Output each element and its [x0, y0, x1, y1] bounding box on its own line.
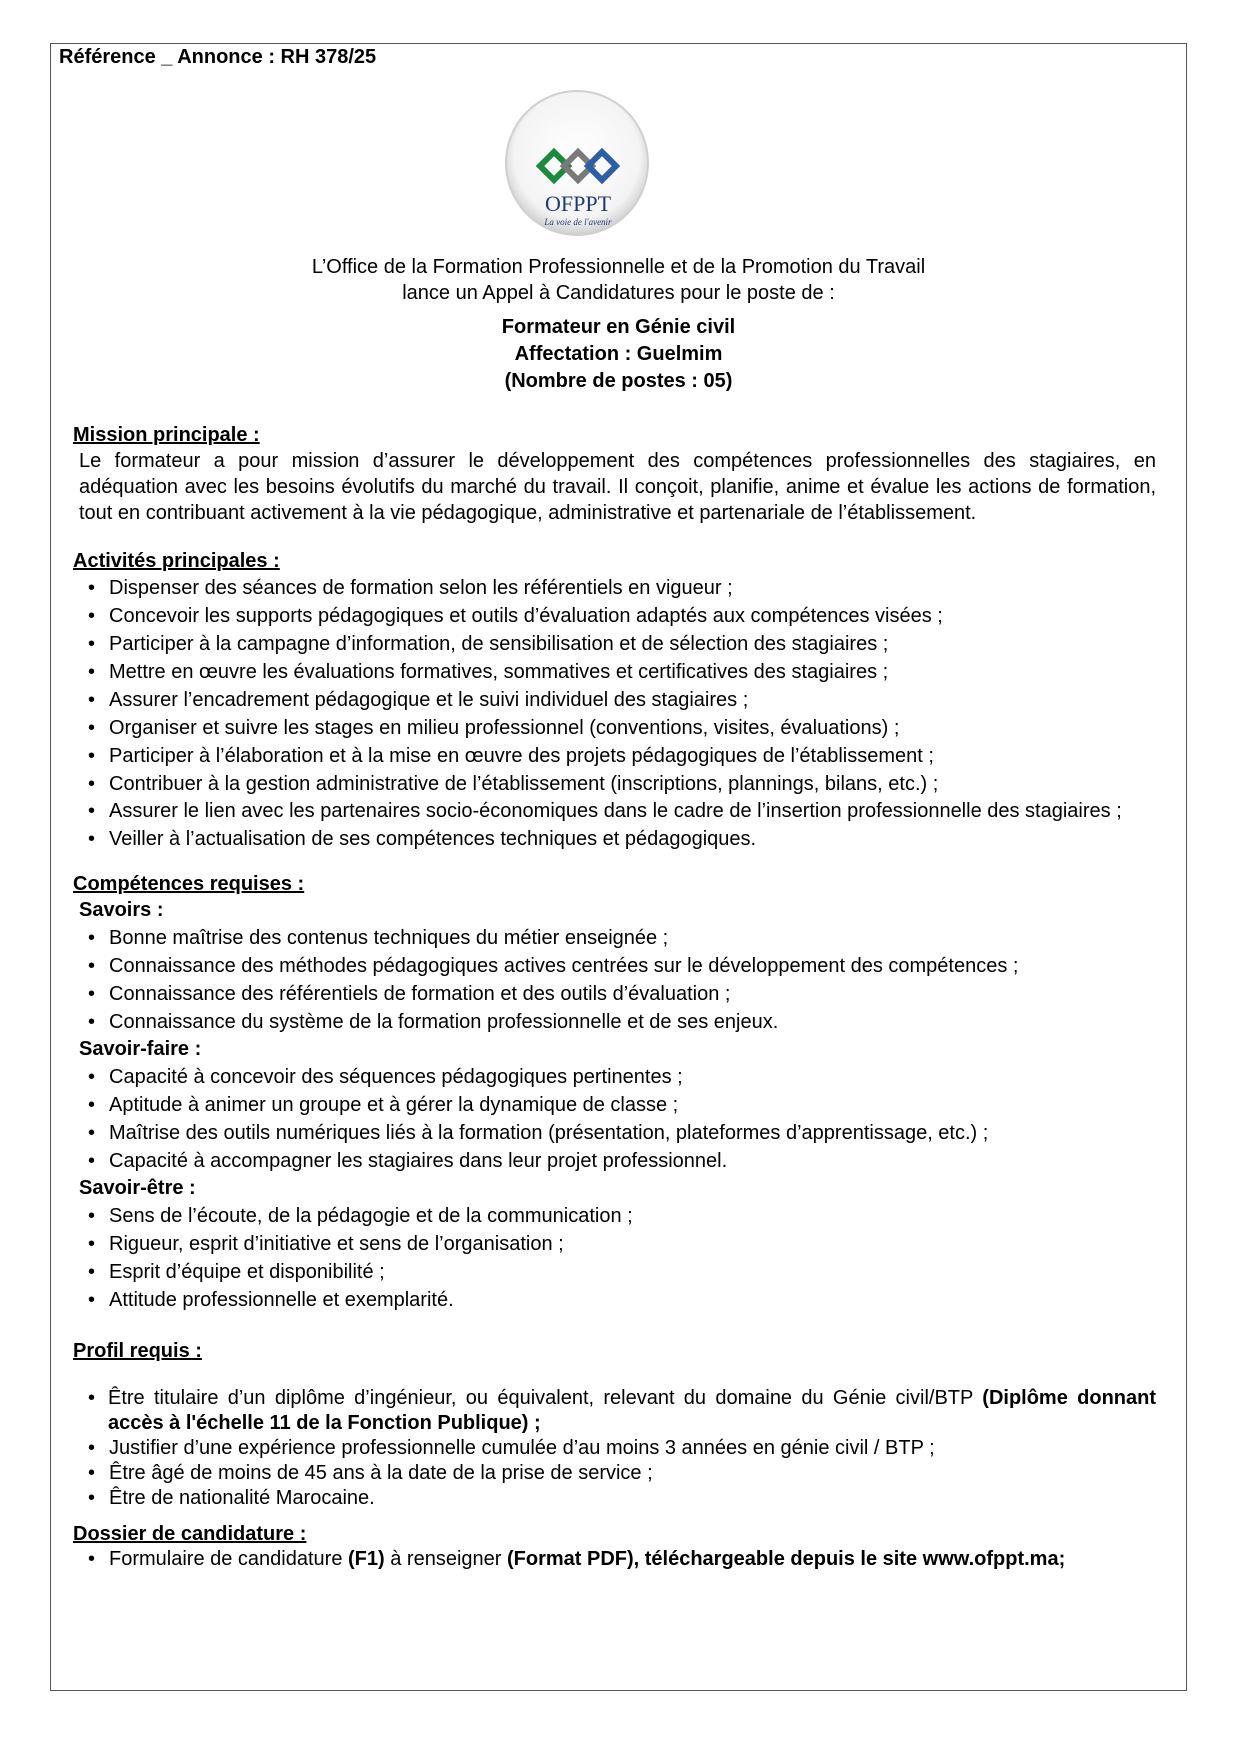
profil-item-1-bold: (Diplôme donnant accès à l'échelle 11 de la Fonction Publique) ; [108, 1387, 1156, 1434]
announcement-frame [50, 43, 1187, 1691]
savoir-faire-list [73, 1063, 1156, 1175]
list-item: • Attitude professionnelle et exemplarité. [73, 1286, 1156, 1314]
mission-heading: Mission principale : [73, 424, 260, 446]
content [73, 422, 1156, 1572]
activites-heading: Activités principales : [73, 550, 280, 572]
savoirs-list [73, 924, 1156, 1036]
list-item: • Connaissance des méthodes pédagogiques actives centrées sur le développement des compétences ; [73, 952, 1156, 980]
list-item: • Connaissance du système de la formation professionnelle et de ses enjeux. [73, 1008, 1156, 1036]
intro-line-1: L’Office de la Formation Professionnelle et de la Promotion du Travail [311, 256, 926, 278]
reference-label: Référence _ Annonce : RH 378/25 [59, 46, 377, 68]
list-item: • Sens de l’écoute, de la pédagogie et de la communication ; [73, 1202, 1156, 1230]
dossier-text-1: Formulaire de candidature [109, 1548, 349, 1570]
list-item: • Connaissance des référentiels de formation et des outils d’évaluation ; [73, 980, 1156, 1008]
intro-text [51, 254, 1186, 306]
post-affectation: Affectation : Guelmim [514, 343, 723, 365]
competences-heading: Compétences requises : [73, 873, 305, 895]
list-item: • Concevoir les supports pédagogiques et outils d’évaluation adaptés aux compétences visées ; [73, 602, 1156, 630]
profil-list [73, 1386, 1156, 1511]
profil-heading: Profil requis : [73, 1340, 202, 1362]
list-item: • Aptitude à animer un groupe et à gérer la dynamique de classe ; [73, 1091, 1156, 1119]
list-item: • Maîtrise des outils numériques liés à la formation (présentation, plateformes d’apprentissage, etc.) ; [73, 1119, 1156, 1147]
post-title: Formateur en Génie civil [501, 316, 736, 338]
list-item: • Organiser et suivre les stages en milieu professionnel (conventions, visites, évaluations) ; [73, 714, 1156, 742]
savoir-etre-list [73, 1202, 1156, 1314]
intro-line-2: lance un Appel à Candidatures pour le poste de : [402, 282, 835, 304]
list-item: • Rigueur, esprit d’initiative et sens de l’organisation ; [73, 1230, 1156, 1258]
dossier-heading: Dossier de candidature : [73, 1523, 307, 1545]
savoirs-label: Savoirs : [79, 899, 164, 921]
list-item: • Mettre en œuvre les évaluations formatives, sommatives et certificatives des stagiaires ; [73, 658, 1156, 686]
list-item: • Participer à l’élaboration et à la mise en œuvre des projets pédagogiques de l’établissement ; [73, 742, 1156, 770]
dossier-bold-1: (F1) [348, 1548, 385, 1570]
list-item: • Assurer l’encadrement pédagogique et le suivi individuel des stagiaires ; [73, 686, 1156, 714]
post-count: (Nombre de postes : 05) [504, 370, 733, 392]
ofppt-logo [502, 88, 652, 238]
list-item: • Justifier d’une expérience professionnelle cumulée d’au moins 3 années en génie civil / BTP ; [73, 1436, 1156, 1461]
logo-tagline: La voie de l'avenir [544, 217, 612, 227]
savoir-faire-label: Savoir-faire : [79, 1038, 202, 1060]
list-item [73, 1547, 1156, 1572]
list-item: • Veiller à l’actualisation de ses compétences techniques et pédagogiques. [73, 825, 1156, 853]
list-item: • Être de nationalité Marocaine. [73, 1486, 1156, 1511]
mission-text: Le formateur a pour mission d’assurer le développement des compétences professionnelles des stagiaires, en adéquation avec les besoins évolutifs du marché du travail. Il conçoit, planifie, anime et évalue les actions de formation, tout en contribuant activement à la vie pédagogique, administrative et partenariale de l’établissement. [79, 450, 1156, 524]
logo-text: OFPPT [544, 191, 612, 216]
list-item: • Contribuer à la gestion administrative de l’établissement (inscriptions, plannings, bilans, etc.) ; [73, 770, 1156, 798]
savoir-etre-label: Savoir-être : [79, 1177, 196, 1199]
post-block [51, 314, 1186, 395]
list-item: • Dispenser des séances de formation selon les référentiels en vigueur ; [73, 574, 1156, 602]
activites-list [73, 574, 1156, 853]
dossier-text-2: à renseigner [384, 1548, 507, 1570]
list-item: • Bonne maîtrise des contenus techniques du métier enseignée ; [73, 924, 1156, 952]
dossier-bold-2: (Format PDF), téléchargeable depuis le site www.ofppt.ma; [506, 1548, 1066, 1570]
dossier-list [73, 1547, 1156, 1572]
list-item [73, 1386, 1156, 1436]
list-item: • Être âgé de moins de 45 ans à la date de la prise de service ; [73, 1461, 1156, 1486]
list-item: • Capacité à accompagner les stagiaires dans leur projet professionnel. [73, 1147, 1156, 1175]
list-item: • Assurer le lien avec les partenaires socio-économiques dans le cadre de l’insertion professionnelle des stagiaires ; [73, 798, 1156, 825]
list-item: • Capacité à concevoir des séquences pédagogiques pertinentes ; [73, 1063, 1156, 1091]
list-item: • Participer à la campagne d’information, de sensibilisation et de sélection des stagiaires ; [73, 630, 1156, 658]
list-item: • Esprit d’équipe et disponibilité ; [73, 1258, 1156, 1286]
profil-item-1-text: Être titulaire d’un diplôme d’ingénieur, ou équivalent, relevant du domaine du Génie civil/BTP [108, 1387, 983, 1409]
